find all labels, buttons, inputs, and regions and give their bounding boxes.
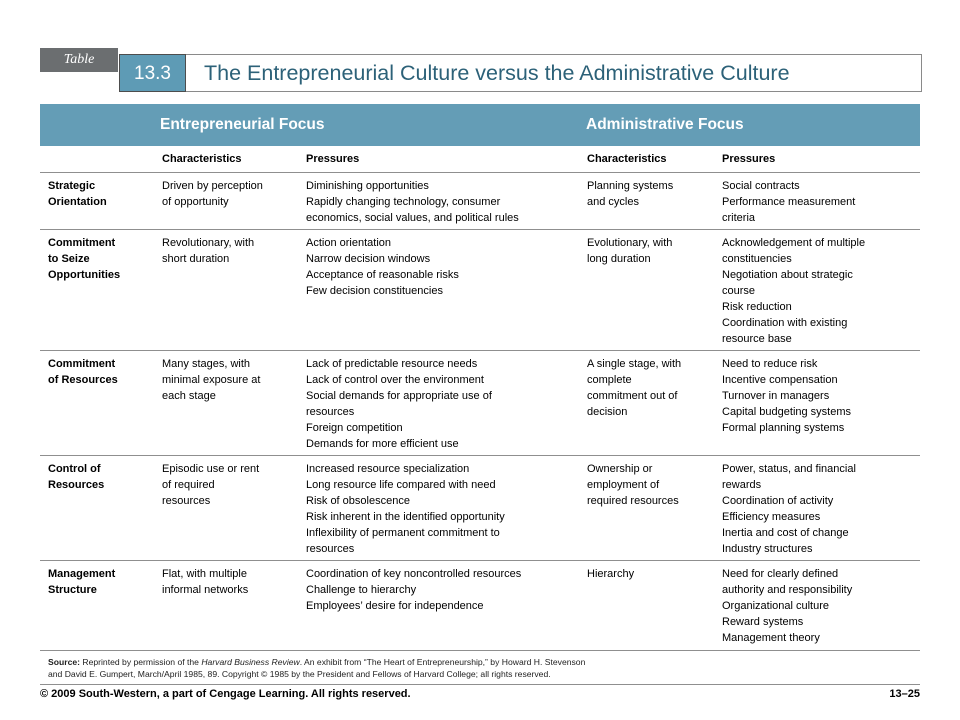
cell-line: long duration (587, 253, 651, 265)
table-number: 13.3 (119, 54, 186, 92)
entrepreneurial-pressures-cell (306, 566, 521, 614)
cell-line: Social contracts (722, 180, 800, 192)
row-label (48, 566, 115, 598)
entrepreneurial-characteristics-cell (162, 566, 248, 598)
cell-line: Management theory (722, 632, 820, 644)
cell-line: Structure (48, 584, 97, 596)
cell-line: Commitment (48, 358, 116, 370)
cell-line: Foreign competition (306, 422, 403, 434)
divider (40, 229, 920, 230)
cell-line: Inertia and cost of change (722, 527, 849, 539)
cell-line: decision (587, 406, 628, 418)
cell-line: Action orientation (306, 237, 391, 249)
administrative-pressures-cell (722, 461, 856, 557)
source-text: Reprinted by permission of the (80, 657, 202, 667)
administrative-pressures-cell (722, 566, 852, 646)
administrative-characteristics-cell (587, 178, 673, 210)
column-header-adm-characteristics: Characteristics (587, 153, 667, 165)
cell-line: Employees’ desire for independence (306, 600, 484, 612)
source-text: . An exhibit from “The Heart of Entrepreneurship,” by Howard H. Stevenson (299, 657, 586, 667)
cell-line: resources (162, 495, 211, 507)
divider (40, 172, 920, 173)
cell-line: Challenge to hierarchy (306, 584, 417, 596)
cell-line: Hierarchy (587, 568, 635, 580)
entrepreneurial-focus-heading: Entrepreneurial Focus (160, 116, 325, 133)
row-label (48, 178, 107, 210)
cell-line: Increased resource specialization (306, 463, 470, 475)
cell-line: constituencies (722, 253, 792, 265)
cell-line: Negotiation about strategic (722, 269, 853, 281)
cell-line: criteria (722, 212, 756, 224)
cell-line: Power, status, and financial (722, 463, 856, 475)
cell-line: resource base (722, 333, 792, 345)
cell-line: Need to reduce risk (722, 358, 818, 370)
divider (40, 650, 920, 651)
administrative-pressures-cell (722, 235, 865, 347)
administrative-characteristics-cell (587, 356, 681, 420)
cell-line: Social demands for appropriate use of (306, 390, 492, 402)
cell-line: Resources (48, 479, 105, 491)
cell-line: Long resource life compared with need (306, 479, 496, 491)
cell-line: Coordination of key noncontrolled resources (306, 568, 522, 580)
cell-line: Lack of control over the environment (306, 374, 484, 386)
cell-line: Lack of predictable resource needs (306, 358, 478, 370)
source-label: Source: (48, 657, 80, 667)
entrepreneurial-pressures-cell (306, 461, 505, 557)
cell-line: Revolutionary, with (162, 237, 255, 249)
column-header-adm-pressures: Pressures (722, 153, 776, 165)
cell-line: employment of (587, 479, 660, 491)
cell-line: Rapidly changing technology, consumer (306, 196, 501, 208)
row-label (48, 461, 104, 493)
entrepreneurial-characteristics-cell (162, 356, 260, 404)
cell-line: Risk reduction (722, 301, 792, 313)
focus-header-band (40, 104, 920, 146)
divider (40, 455, 920, 456)
cell-line: Industry structures (722, 543, 813, 555)
cell-line: Incentive compensation (722, 374, 838, 386)
cell-line: short duration (162, 253, 230, 265)
cell-line: of Resources (48, 374, 118, 386)
administrative-focus-heading: Administrative Focus (586, 116, 744, 133)
cell-line: minimal exposure at (162, 374, 261, 386)
administrative-characteristics-cell (587, 235, 672, 267)
cell-line: Risk of obsolescence (306, 495, 410, 507)
cell-line: course (722, 285, 756, 297)
cell-line: Episodic use or rent (162, 463, 260, 475)
row-label (48, 235, 120, 283)
row-label (48, 356, 118, 388)
cell-line: resources (306, 543, 355, 555)
entrepreneurial-pressures-cell (306, 178, 519, 226)
cell-line: Evolutionary, with (587, 237, 673, 249)
entrepreneurial-pressures-cell (306, 235, 459, 299)
cell-line: Many stages, with (162, 358, 251, 370)
source-note (48, 656, 585, 680)
cell-line: Need for clearly defined (722, 568, 839, 580)
divider (40, 560, 920, 561)
entrepreneurial-characteristics-cell (162, 461, 259, 509)
source-text-line2: and David E. Gumpert, March/April 1985, 89. Copyright © 1985 by the President and Fellows of Harvard College; all rights reserved. (48, 669, 551, 679)
cell-line: Risk inherent in the identified opportunity (306, 511, 505, 523)
cell-line: Ownership or (587, 463, 653, 475)
administrative-pressures-cell (722, 178, 855, 226)
footer-divider (40, 684, 920, 685)
entrepreneurial-pressures-cell (306, 356, 492, 452)
page-number: 13–25 (889, 688, 920, 700)
cell-line: authority and responsibility (722, 584, 853, 596)
cell-line: of opportunity (162, 196, 229, 208)
administrative-pressures-cell (722, 356, 851, 436)
cell-line: Commitment (48, 237, 116, 249)
cell-line: Turnover in managers (722, 390, 830, 402)
entrepreneurial-characteristics-cell (162, 178, 263, 210)
cell-line: economics, social values, and political rules (306, 212, 519, 224)
cell-line: Acknowledgement of multiple (722, 237, 866, 249)
cell-line: Efficiency measures (722, 511, 821, 523)
cell-line: Inflexibility of permanent commitment to (306, 527, 500, 539)
cell-line: each stage (162, 390, 216, 402)
table-tag: Table (40, 48, 118, 72)
cell-line: Performance measurement (722, 196, 856, 208)
cell-line: Opportunities (48, 269, 121, 281)
administrative-characteristics-cell (587, 566, 634, 582)
cell-line: complete (587, 374, 632, 386)
cell-line: Few decision constituencies (306, 285, 443, 297)
cell-line: Organizational culture (722, 600, 830, 612)
cell-line: Acceptance of reasonable risks (306, 269, 459, 281)
cell-line: rewards (722, 479, 762, 491)
cell-line: Narrow decision windows (306, 253, 431, 265)
cell-line: Diminishing opportunities (306, 180, 429, 192)
cell-line: to Seize (48, 253, 90, 265)
cell-line: Driven by perception (162, 180, 263, 192)
page-title: The Entrepreneurial Culture versus the Administrative Culture (186, 54, 922, 92)
source-journal: Harvard Business Review (201, 657, 300, 667)
cell-line: Capital budgeting systems (722, 406, 852, 418)
cell-line: Management (48, 568, 116, 580)
cell-line: resources (306, 406, 355, 418)
cell-line: Orientation (48, 196, 107, 208)
cell-line: Control of (48, 463, 101, 475)
entrepreneurial-characteristics-cell (162, 235, 254, 267)
cell-line: commitment out of (587, 390, 678, 402)
cell-line: A single stage, with (587, 358, 682, 370)
column-header-ent-characteristics: Characteristics (162, 153, 242, 165)
administrative-characteristics-cell (587, 461, 679, 509)
cell-line: Flat, with multiple (162, 568, 247, 580)
cell-line: and cycles (587, 196, 639, 208)
cell-line: Coordination of activity (722, 495, 834, 507)
cell-line: informal networks (162, 584, 249, 596)
cell-line: Demands for more efficient use (306, 438, 459, 450)
cell-line: Reward systems (722, 616, 804, 628)
copyright-notice: © 2009 South-Western, a part of Cengage Learning. All rights reserved. (40, 688, 411, 700)
cell-line: Coordination with existing (722, 317, 848, 329)
column-header-ent-pressures: Pressures (306, 153, 360, 165)
cell-line: of required (162, 479, 215, 491)
cell-line: required resources (587, 495, 679, 507)
cell-line: Strategic (48, 180, 96, 192)
divider (40, 350, 920, 351)
cell-line: Planning systems (587, 180, 674, 192)
cell-line: Formal planning systems (722, 422, 845, 434)
